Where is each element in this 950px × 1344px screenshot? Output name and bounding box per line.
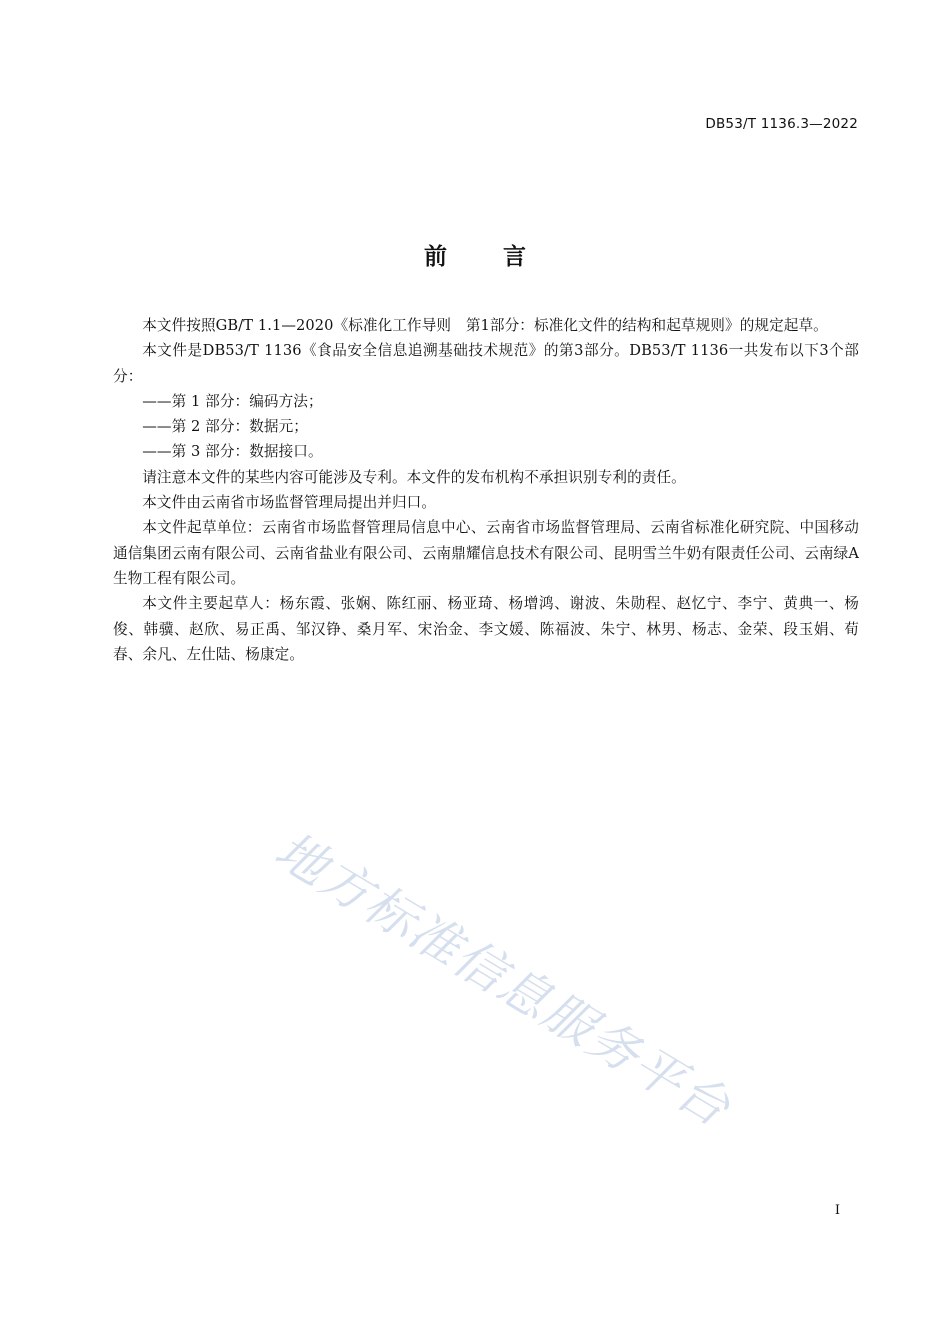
page-number: I	[834, 1203, 840, 1218]
page-title: 前言	[424, 244, 582, 270]
paragraph-drafting-rules: 本文件按照GB/T 1.1—2020《标准化工作导则 第1部分：标准化文件的结构和起草规则》的规定起草。	[142, 317, 828, 334]
paragraph-drafters: 本文件主要起草人：杨东霞、张娴、陈红丽、杨亚琦、杨增鸿、谢波、朱勋程、赵忆宁、李宁、黄典一、杨俊、韩骥、赵欣、易正禹、邹汉铮、桑月军、宋治金、李文媛、陈福波、朱宁、林男、杨志、金荣、段玉娟、荀春、余凡、左仕陆、杨康定。	[113, 595, 859, 663]
paragraph-drafting-units: 本文件起草单位：云南省市场监督管理局信息中心、云南省市场监督管理局、云南省标准化研究院、中国移动通信集团云南有限公司、云南省盐业有限公司、云南鼎耀信息技术有限公司、昆明雪兰牛奶有限责任公司、云南绿A生物工程有限公司。	[113, 519, 859, 587]
paragraph-document-parts: 本文件是DB53/T 1136《食品安全信息追溯基础技术规范》的第3部分。DB53/T 1136一共发布以下3个部分：	[113, 342, 859, 385]
document-code: DB53/T 1136.3—2022	[705, 116, 858, 132]
watermark: 地方标准信息服务平台	[265, 820, 741, 1139]
list-item-part-2: ——第 2 部分：数据元；	[142, 418, 308, 436]
paragraph-patent-notice: 请注意本文件的某些内容可能涉及专利。本文件的发布机构不承担识别专利的责任。	[142, 468, 686, 486]
list-item-part-3: ——第 3 部分：数据接口。	[142, 443, 323, 461]
paragraph-proposer: 本文件由云南省市场监督管理局提出并归口。	[142, 494, 437, 512]
foreword-body	[113, 313, 859, 667]
list-item-part-1: ——第 1 部分：编码方法；	[142, 392, 323, 410]
